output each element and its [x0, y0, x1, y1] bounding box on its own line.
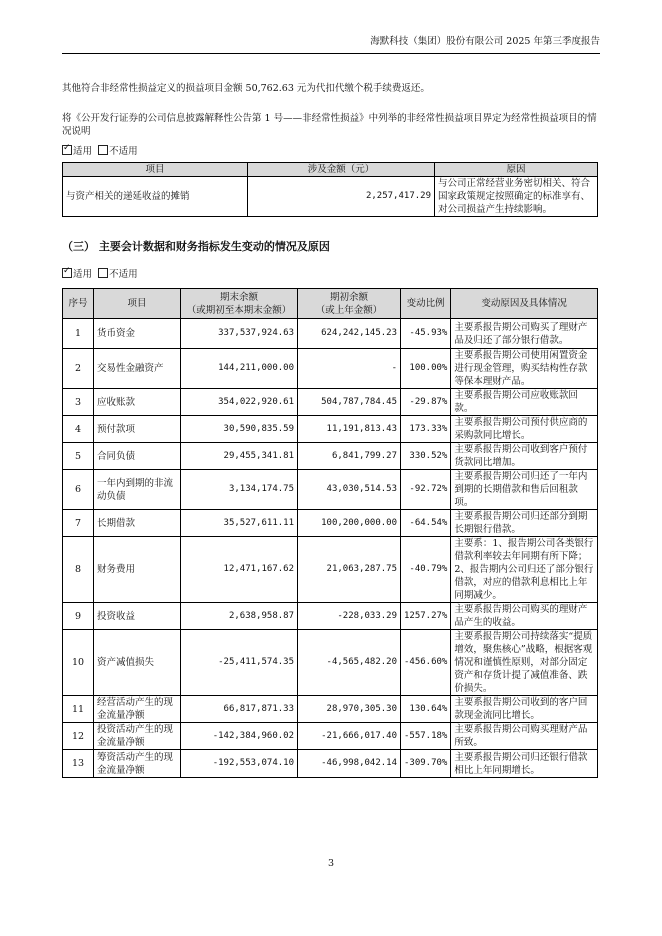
end-balance-cell: 3,134,174.75: [181, 470, 298, 510]
row-number-cell: 12: [63, 723, 94, 750]
row-number-cell: 4: [63, 416, 94, 443]
item-cell: 交易性金融资产: [94, 349, 181, 389]
end-balance-cell: 144,211,000.00: [181, 349, 298, 389]
change-ratio-cell: 100.00%: [401, 349, 451, 389]
table-row: [63, 510, 598, 537]
table-row: [63, 177, 598, 217]
col-header-begin-balance: 期初余额 （或上年金额）: [298, 289, 401, 319]
item-cell: 长期借款: [94, 510, 181, 537]
begin-balance-cell: 624,242,145.23: [298, 319, 401, 349]
begin-balance-cell: 11,191,813.43: [298, 416, 401, 443]
reason-cell: 主要系报告期公司购买了理财产品及归还了部分银行借款。: [451, 319, 598, 349]
table-row: [63, 470, 598, 510]
row-number-cell: 10: [63, 630, 94, 696]
change-ratio-cell: -557.18%: [401, 723, 451, 750]
item-cell: 筹资活动产生的现金流量净额: [94, 750, 181, 778]
not-applicable-label: 不适用: [109, 146, 138, 157]
end-balance-cell: 30,590,835.59: [181, 416, 298, 443]
intro-paragraph-1: 其他符合非经常性损益定义的损益项目金额 50,762.63 元为代扣代缴个税手续费返还。: [62, 83, 430, 94]
item-cell: 货币资金: [94, 319, 181, 349]
change-ratio-cell: -29.87%: [401, 389, 451, 416]
col-header-reason: 原因: [435, 163, 598, 177]
col-header-item: 项目: [63, 163, 248, 177]
begin-balance-cell: -46,998,042.14: [298, 750, 401, 778]
reason-cell: 主要系报告期公司购买理财产品所致。: [451, 723, 598, 750]
begin-balance-cell: -228,033.29: [298, 603, 401, 630]
change-ratio-cell: -45.93%: [401, 319, 451, 349]
reason-cell: 主要系报告期公司归还银行借款相比上年同期增长。: [451, 750, 598, 778]
non-recurring-table: [62, 162, 598, 217]
begin-balance-cell: -4,565,482.20: [298, 630, 401, 696]
row-number-cell: 7: [63, 510, 94, 537]
table-row: [63, 696, 598, 723]
end-balance-cell: 354,022,920.61: [181, 389, 298, 416]
begin-balance-cell: 21,063,287.75: [298, 537, 401, 603]
row-number-cell: 2: [63, 349, 94, 389]
reason-cell: 主要系报告期公司收到的客户回款现金流同比增长。: [451, 696, 598, 723]
begin-balance-cell: 28,970,305.30: [298, 696, 401, 723]
end-balance-cell: 12,471,167.62: [181, 537, 298, 603]
begin-balance-cell: 43,030,514.53: [298, 470, 401, 510]
col-header-no: 序号: [63, 289, 94, 319]
change-ratio-cell: -456.60%: [401, 630, 451, 696]
applicable-label: 适用: [73, 269, 93, 280]
intro-paragraph-2: 将《公开发行证券的公司信息披露解释性公告第 1 号——非经常性损益》中列举的非经常性损益项目界定为经常性损益项目的情况说明: [62, 113, 597, 137]
end-balance-cell: 2,638,958.87: [181, 603, 298, 630]
end-balance-cell: -25,411,574.35: [181, 630, 298, 696]
change-ratio-cell: 1257.27%: [401, 603, 451, 630]
item-cell: 合同负债: [94, 443, 181, 470]
change-ratio-cell: 173.33%: [401, 416, 451, 443]
table-row: [63, 750, 598, 778]
change-ratio-cell: -309.70%: [401, 750, 451, 778]
table-row: [63, 603, 598, 630]
table-header-row: [63, 163, 598, 177]
row-number-cell: 9: [63, 603, 94, 630]
end-balance-cell: 35,527,611.11: [181, 510, 298, 537]
item-cell: 应收账款: [94, 389, 181, 416]
begin-balance-cell: -21,666,017.40: [298, 723, 401, 750]
begin-balance-cell: 6,841,799.27: [298, 443, 401, 470]
applicability-check-2: [62, 268, 138, 281]
col-header-end-balance: 期末余额 （或期初至本期末金额）: [181, 289, 298, 319]
financial-changes-table: [62, 288, 598, 778]
reason-cell: 主要系报告期公司预付供应商的采购款同比增长。: [451, 416, 598, 443]
item-cell: 一年内到期的非流动负债: [94, 470, 181, 510]
row-number-cell: 1: [63, 319, 94, 349]
item-cell: 经营活动产生的现金流量净额: [94, 696, 181, 723]
col-header-item: 项目: [94, 289, 181, 319]
page-number: 3: [327, 858, 335, 869]
table-row: [63, 416, 598, 443]
not-applicable-label: 不适用: [109, 269, 138, 280]
row-number-cell: 6: [63, 470, 94, 510]
item-cell: 预付款项: [94, 416, 181, 443]
end-balance-cell: -192,553,074.10: [181, 750, 298, 778]
change-ratio-cell: -92.72%: [401, 470, 451, 510]
reason-cell: 主要系报告期公司使用闲置资金进行现金管理，购买结构性存款等保本理财产品。: [451, 349, 598, 389]
change-ratio-cell: 130.64%: [401, 696, 451, 723]
checked-box-icon: [62, 268, 72, 278]
end-balance-cell: -142,384,960.02: [181, 723, 298, 750]
reason-cell: 主要系报告期公司归还部分到期长期银行借款。: [451, 510, 598, 537]
row-number-cell: 13: [63, 750, 94, 778]
amount-cell: 2,257,417.29: [248, 177, 435, 217]
row-number-cell: 3: [63, 389, 94, 416]
reason-cell: 主要系：1、报告期公司各类银行借款利率较去年同期有所下降；2、报告期内公司归还了部分银行借款，对应的借款利息相比上年同期减少。: [451, 537, 598, 603]
begin-balance-cell: -: [298, 349, 401, 389]
table-row: [63, 537, 598, 603]
row-number-cell: 11: [63, 696, 94, 723]
col-header-reason: 变动原因及具体情况: [451, 289, 598, 319]
unchecked-box-icon: [98, 145, 108, 155]
change-ratio-cell: 330.52%: [401, 443, 451, 470]
table-row: [63, 443, 598, 470]
item-cell: 与资产相关的递延收益的摊销: [63, 177, 248, 217]
reason-cell: 主要系报告期公司收到客户预付货款同比增加。: [451, 443, 598, 470]
row-number-cell: 8: [63, 537, 94, 603]
col-header-amount: 涉及金额（元）: [248, 163, 435, 177]
reason-cell: 与公司正常经营业务密切相关、符合国家政策规定按照确定的标准享有、对公司损益产生持续影响。: [435, 177, 598, 217]
applicable-label: 适用: [73, 146, 93, 157]
reason-cell: 主要系报告期公司归还了一年内到期的长期借款和售后回租款项。: [451, 470, 598, 510]
page-header: 海默科技（集团）股份有限公司 2025 年第三季度报告: [62, 35, 600, 54]
table-row: [63, 389, 598, 416]
begin-balance-cell: 100,200,000.00: [298, 510, 401, 537]
reason-cell: 主要系报告期公司应收账款回款。: [451, 389, 598, 416]
table-row: [63, 319, 598, 349]
item-cell: 投资收益: [94, 603, 181, 630]
begin-balance-cell: 504,787,784.45: [298, 389, 401, 416]
reason-cell: 主要系报告期公司购买的理财产品产生的收益。: [451, 603, 598, 630]
unchecked-box-icon: [98, 268, 108, 278]
checked-box-icon: [62, 145, 72, 155]
table-header-row: [63, 289, 598, 319]
table-row: [63, 723, 598, 750]
end-balance-cell: 29,455,341.81: [181, 443, 298, 470]
reason-cell: 主要系报告期公司持续落实“提质增效，聚焦核心”战略，根据客观情况和谨慎性原则，对部分固定资产和存货计提了减值准备、跌价损失。: [451, 630, 598, 696]
section-title: （三） 主要会计数据和财务指标发生变动的情况及原因: [62, 240, 330, 253]
change-ratio-cell: -40.79%: [401, 537, 451, 603]
col-header-ratio: 变动比例: [401, 289, 451, 319]
item-cell: 资产减值损失: [94, 630, 181, 696]
change-ratio-cell: -64.54%: [401, 510, 451, 537]
applicability-check-1: [62, 145, 138, 158]
end-balance-cell: 337,537,924.63: [181, 319, 298, 349]
row-number-cell: 5: [63, 443, 94, 470]
item-cell: 投资活动产生的现金流量净额: [94, 723, 181, 750]
table-row: [63, 349, 598, 389]
item-cell: 财务费用: [94, 537, 181, 603]
table-row: [63, 630, 598, 696]
end-balance-cell: 66,817,871.33: [181, 696, 298, 723]
